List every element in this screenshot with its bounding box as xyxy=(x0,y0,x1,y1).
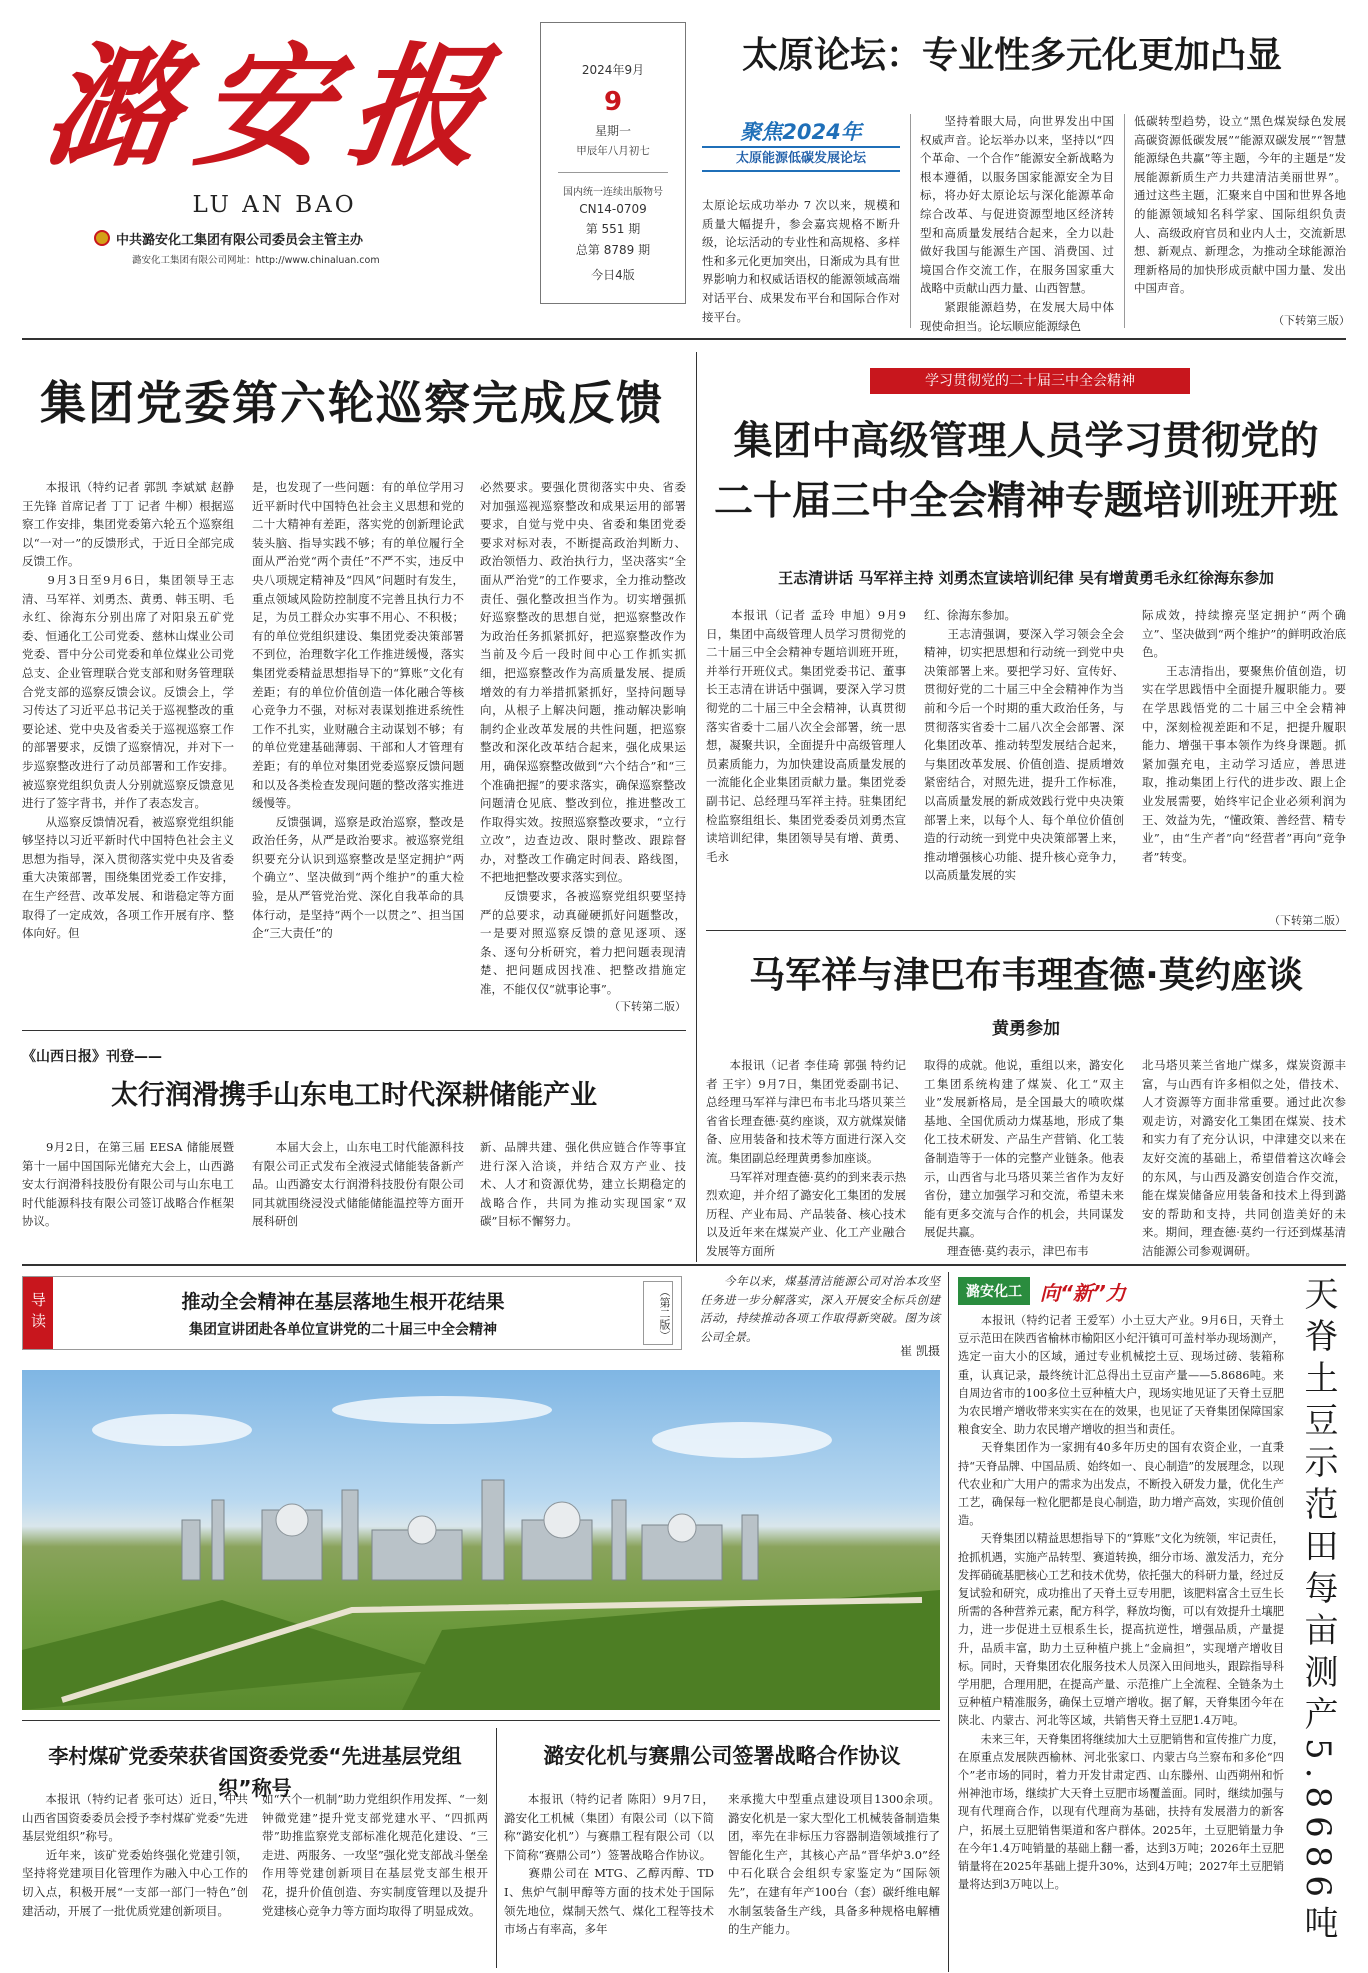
total-issue: 总第 8789 期 xyxy=(575,243,651,257)
page-count: 今日4版 xyxy=(591,268,635,282)
inspection-col2: 是，也发现了一些问题：有的单位学用习近平新时代中国特色社会主义思想和党的二十大精神有差距，落实党的创新理论武装头脑、指导实践不够；有的单位履行全面从严治党“两个责任”不严不实，违反中央八项规定精神及“四风”问题时有发生，重点领域风险防控制度不完善且执行力不足，为员工群众办实事不用心、不积极；有的单位党组织建设、集团党委决策部署不到位，治理数字化工作推进缓慢，落实集团党委精益思想指导下的“算账”文化有差距；有的单位价值创造一体化融合等核心竞争力不强，对标对表谋划推进系统性工作不扎实，业财融合主动谋划不够；有的单位党建基础薄弱、干部和人才管理有差距；有的单位对集团党委巡察反馈问题和以及各类检查发现问题的整改落实推进缓慢等。 反馈强调，巡察是政治巡察，整改是政治任务，从严是政治要求。被巡察党组织要充分认识到巡察整改是坚定拥护“两个确立”、坚决做到“两个维护”的重大检验，是从严管党治党、深化自我革命的具体行动，是坚持“两个一以贯之”、担当国企“三大责任”的 xyxy=(252,480,464,941)
inspection-col3: 必然要求。要强化贯彻落实中央、省委对加强巡视巡察整改和成果运用的部署要求，自觉与党中央、省委和集团党委要求对标对表，不断提高政治判断力、政治领悟力、政治执行力，坚决落实“全面从严治党”的工作要求，全力推动整改责任、强化整改担当作为。切实增强抓好巡察整改的思想自觉，把巡察整改作为政治任务抓紧抓好，把巡察整改作为当前及今后一段时间中心工作抓实抓细，把巡察整改作为高质量发展、提质增效的有力举措抓紧抓好，坚持问题导向，从根子上解决问题，推动解决影响制约企业改革发展的共性问题，把巡察整改和深化改革结合起来，强化成果运用，确保巡察整改做到“六个结合”和“三个准确把握”的要求落实，确保巡察整改问题清仓见底、整改到位，推进整改工作取得实效。按照巡察整改要求，“立行立改”，边查边改、限时整改、跟踪督办，对整改工作确定时间表、路线图，不把地把整改要求落实到位。 反馈要求，各被巡察党组织要坚持严的总要求，动真碰硬抓好问题整改，一是要对照巡察反馈的意见逐项、逐条、逐句分析研究，着力把问题表现清楚、把问题成因找准、把整改措施定准，不能仅仅“就事论事”。 xyxy=(480,480,686,997)
guide-subhead: 集团宣讲团赴各单位宣讲党的二十届三中全会精神 xyxy=(189,1322,497,1338)
storage-headline: 太行润滑携手山东电工时代深耕储能产业 xyxy=(111,1080,597,1111)
storage-col2: 本届大会上，山东电工时代能源科技有限公司正式发布全液浸式储能装备新产品。山西潞安太行润滑科技股份有限公司同其就围绕浸没式储能储能温控等方面开展科研创 xyxy=(252,1140,464,1229)
masthead-pinyin: LU AN BAO xyxy=(192,192,357,218)
training-headline-line1: 集团中高级管理人员学习贯彻党的 xyxy=(733,419,1319,464)
weekday: 星期一 xyxy=(594,124,631,138)
lunar-date: 甲辰年八月初七 xyxy=(576,145,650,157)
cn-label: 国内统一连续出版物号 xyxy=(563,187,663,198)
training-col3: 际成效，持续擦亮坚定拥护“两个确立”、坚决做到“两个维护”的鲜明政治底色。 王志清指出，要聚焦价值创造，切实在学思践悟中全面提升履职能力。要在学思践悟党的二十届三中全会精神中，深刻检视差距和不足，把提升履职能力、增强干事本领作为终身课题。抓紧加强充电，主动学习适应，善思进取，推动集团上行代的进步改、跟上企业发展需要，始终牢记企业必须利润为王、效益为先，“懂政策、善经营、精专业”，由“生产者”向“经营者”再向“竞争者”转变。 xyxy=(1142,608,1346,864)
training-continued: （下转第二版） xyxy=(1269,914,1346,927)
masthead-title: 潞安报 xyxy=(35,30,514,185)
zimbabwe-headline: 马军祥与津巴布韦理查德·莫约座谈 xyxy=(749,955,1303,996)
training-col2: 红、徐海东参加。 王志清强调，要深入学习领会全会精神，切实把思想和行动统一到党中央决策部署上来。要把学习好、宣传好、贯彻好党的二十届三中全会精神作为当前和今后一个时期的重大政治任务，与贯彻落实省委十二届八次全会部署、深化集团改革、推动转型发展结合起来，与集团改革发展、价值创造、提质增效紧密结合，对照先进，提升工作标准，以高质量发展的新成效践行党中央决策部署上来，以每个人、每个单位价值创造的行动统一到党中央决策部署上来，推动增强核心功能、提升核心竞争力，以高质量发展的实 xyxy=(924,608,1124,883)
date-day: 9 xyxy=(603,87,623,117)
forum-badge xyxy=(702,118,900,174)
zimbabwe-col1: 本报讯（记者 李佳琦 郭强 特约记者 王宇）9月7日，集团党委副书记、总经理马军祥与津巴布韦北马塔贝莱兰省省长理查德·莫约座谈，双方就煤炭储备、应用装备和技术等方面进行深入交流。集团副总经理黄勇参加座谈。 马军祥对理查德·莫约的到来表示热烈欢迎，并介绍了潞安化工集团的发展历程、产业布局、产品装备、核心技术以及近年来在煤炭产业、化工产业融合发展等方面所 xyxy=(706,1058,906,1258)
zimbabwe-subhead: 黄勇参加 xyxy=(992,1019,1060,1039)
top-story-col1: 太原论坛成功举办 7 次以来，规模和质量大幅提升，参会嘉宾规格不断升级，论坛活动的专业性和高规格、多样性和多元化更加突出，日渐成为具有世界影响力和权威话语权的能源领域高端对话平台、成果发布平台和国际合作对接平台。 xyxy=(702,198,900,324)
storage-col1: 9月2日，在第三届 EESA 储能展暨第十一届中国国际光储充大会上，山西潞安太行润滑科技股份有限公司与山东电工时代能源科技有限公司签订战略合作框架协议。 xyxy=(22,1140,234,1229)
zimbabwe-col3: 北马塔贝莱兰省地广煤多，煤炭资源丰富，与山西有许多相似之处，借技术、人才资源等方面非常重要。通过此次参观走访，对潞安化工集团在煤炭、技术和实力有了充分认识，中津建交以来在友好交流的基础上，希望借着这次峰会的东风，与山西及潞安创造合作交流，能在煤炭储备应用装备和技术上得到潞安的帮助和支持，共同创造美好的未来。期间，理查德·莫约一行还到煤基清洁能源公司参观调研。 xyxy=(1142,1058,1346,1258)
guide-box xyxy=(22,1276,682,1350)
sponsor-line xyxy=(94,228,534,248)
training-headline-line2: 二十届三中全会精神专题培训班开班 xyxy=(713,479,1338,524)
top-story-continued: （下转第三版） xyxy=(1273,314,1350,327)
potato-badge xyxy=(958,1276,1228,1306)
mine-headline: 李村煤矿党委荣获省国资委党委“先进基层党组织”称号 xyxy=(48,1744,462,1800)
top-story-headline: 太原论坛：专业性多元化更加凸显 xyxy=(742,35,1283,76)
storage-col3: 新、品牌共建、强化供应链合作等事宜进行深入洽谈，并结合双方产业、技术、人才和资源优势，建立长期稳定的战略合作，共同为推动实现国家“双碳”目标不懈努力。 xyxy=(480,1140,686,1229)
machine-col2: 来承揽大中型重点建设项目1300余项。潞安化机是一家大型化工机械装备制造集团，率先在非标压力容器制造领域推行了智能化生产，其核心产品“晋华炉3.0”经中石化联合会组织专家鉴定为“国际领先”，在建有年产100台（套）碳纤维电解水制氢装备生产线，具备多种规格电解槽的生产能力。 xyxy=(728,1792,940,1937)
potato-badge-right: 向“新”力 xyxy=(1040,1280,1126,1305)
potato-badge-left: 潞安化工 xyxy=(958,1277,1030,1305)
guide-page-note: （第二版） xyxy=(643,1281,673,1345)
potato-body: 本报讯（特约记者 王爱军）小土豆大产业。9月6日，天脊土豆示范田在陕西省榆林市榆阳区小纪汗镇可可盖村举办现场测产，选定一亩大小的区域，通过专业机械挖土豆、现场过磅、装箱称重，认真记录，最终统计汇总得出土豆亩产量——5.8686吨。来自周边省市的100多位土豆种植大户，现场实地见证了天脊土豆肥为农民增产增收带来实实在在的效果，也见证了天脊集团保障国家粮食安全、助力农民增产增收的担当和责任。 天脊集团作为一家拥有40多年历史的国有农资企业，一直秉持“天脊品牌、中国品质、始终如一、良心制造”的发展理念，以现代农业和广大用户的需求为出发点，不断投入研发力量，优化生产工艺，确保每一粒化肥都是良心制造，助力增产高效，实现价值创造。 天脊集团以精益思想指导下的“算账”文化为统领，牢记责任，抢抓机遇，实施产品转型、赛道转换，细分市场、激发活力，充分发挥硝硫基肥核心工艺和技术优势，依托强大的科研力量，经过反复试验和研究，成功推出了天脊土豆专用肥，该肥料富含土豆生长所需的各种营养元素，配方科学，释放均衡，可以有效提升土壤肥力，进一步促进土豆根系生长，提高抗逆性，增强品质，产量提升，品质丰富，助力土豆种植户挑上“金扁担”，实现增产增收目标。同时，天脊集团农化服务技术人员深入田间地头，跟踪指导科学用肥，合理用肥，在提高产量、示范推广上全流程、全链条为土豆种植户精准服务，确保土豆增产增收。据了解，天脊集团今年在陕北、内蒙古、河北等区域，共销售天脊土豆肥1.4万吨。 未来三年，天脊集团将继续加大土豆肥销售和宣传推广力度，在原重点发展陕西榆林、河北张家口、内蒙古乌兰察布和多伦“四个”老市场的同时，着力开发甘肃定西、山东滕州、山西朔州和忻州神池市场，继续扩大天脊土豆肥市场覆盖面。同时，继续加强与现有代理商合作，以现有代理商为基础，扶持有发展潜力的新客户，拓展土豆肥销售渠道和客户群体。2025年，土豆肥销量力争在今年1.4万吨销量的基础上翻一番，达到3万吨；2026年土豆肥销量将在2025年基础上提升30%，达到4万吨；2027年土豆肥销量将达到3万吨以上。 xyxy=(958,1314,1284,1892)
masthead xyxy=(22,22,527,266)
training-subhead: 王志清讲话 马军祥主持 刘勇杰宣读培训纪律 吴有增黄勇毛永红徐海东参加 xyxy=(778,569,1274,587)
top-story-col2: 坚持着眼大局，向世界发出中国权威声音。论坛举办以来，坚持以“四个革命、一个合作”能源安全新战略为根本遵循，以服务国家能源安全为目标，将办好太原论坛与深化能源革命综合改革、与促进资源型地区经济转型和高质量发展结合起来，全力以赴做好我国与能源生产国、消费国、过境国合作交流工作，在服务国家重大战略中贡献山西力量、山西智慧。 紧跟能源趋势，在发展大局中体现使命担当。论坛顺应能源绿色 xyxy=(920,114,1114,333)
mine-col1: 本报讯（特约记者 张可达）近日，中共山西省国资委委员会授予李村煤矿党委“先进基层党组织”称号。 近年来，该矿党委始终强化党建引领，坚持将党建项目化管理作为融入中心工作的切入点，积极开展“一支部一部门一特色”创建活动，开展了一批优质党建创新项目。 xyxy=(22,1792,248,1918)
plant-illustration xyxy=(22,1370,940,1710)
inspection-headline: 集团党委第六轮巡察完成反馈 xyxy=(40,376,664,430)
party-emblem-icon xyxy=(94,230,110,246)
training-col1: 本报讯（记者 孟玲 申旭）9月9日，集团中高级管理人员学习贯彻党的二十届三中全会精神专题培训班开班，并举行开班仪式。集团党委书记、董事长王志清在讲话中强调，要深入学习贯彻党的二十届三中全会精神，认真贯彻落实省委十二届八次全会部署，统一思想，凝聚共识，全面提升中高级管理人员素质能力，为加快建设高质量发展的一流能化企业集团贡献力量。集团党委副书记、总经理马军祥主持。驻集团纪检监察组组长、集团党委委员刘勇杰宣读培训纪律，集团领导吴有增、黄勇、毛永 xyxy=(706,608,906,864)
machine-col1: 本报讯（特约记者 陈阳）9月7日，潞安化工机械（集团）有限公司（以下简称“潞安化机”）与赛鼎工程有限公司（以下简称“赛鼎公司”）签署战略合作协议。 赛鼎公司在 MTG、乙醇丙醇、TDI、焦炉气制甲醇等方面的技术处于国际领先地位，煤制天然气、煤化工程等技术市场占有率高，多年 xyxy=(504,1792,714,1937)
mine-col2: 如“六个一机制”助力党组织作用发挥、“一刻钟微党建”提升党支部党建水平、“四抓两带”助推监察党支部标准化规范化建设、“三走进、两服务、一攻坚”强化党支部战斗堡垒作用等党建创新项目在基层党支部生根开花，提升价值创造、夯实制度管理以及提升党建核心竞争力等方面均取得了明显成效。 xyxy=(262,1792,488,1918)
date-month: 2024年9月 xyxy=(581,63,645,77)
issue-number: 第 551 期 xyxy=(585,222,641,236)
date-box xyxy=(540,22,686,304)
zimbabwe-col2: 取得的成就。他说，重组以来，潞安化工集团系统构建了煤炭、化工“双主业”发展新格局，是全国最大的喷吹煤基地、全国优质动力煤基地，形成了集化工技术研发、产品生产营销、化工装备制造等于一体的完整产业链条。他表示，山西省与北马塔贝莱兰省作为友好省份，建立加强学习和交流，希望未来能有更多交流与合作的机会，共同谋发展促共赢。 理查德·莫约表示，津巴布韦 xyxy=(924,1058,1124,1258)
photo-caption: 今年以来，煤基清洁能源公司对治本攻坚任务进一步分解落实，深入开展安全标兵创建活动，持续推动各项工作取得新突破。图为该公司全景。 xyxy=(700,1274,940,1344)
guide-label: 导读 xyxy=(23,1277,53,1349)
forum-badge-sub: 太原能源低碳发展论坛 xyxy=(702,146,900,172)
potato-vertical-headline: 天脊土豆示范田每亩测产5.8686吨 xyxy=(1298,1276,1338,1947)
plant-panorama-photo xyxy=(22,1370,940,1710)
storage-kicker: 《山西日报》刊登—— xyxy=(22,1049,162,1065)
inspection-col1: 本报讯（特约记者 郭凯 李斌斌 赵静 王先锋 首席记者 丁丁 记者 牛柳）根据巡察工作安排，集团党委第六轮五个巡察组以“一对一”的反馈形式，于近日全部完成反馈工作。 9月3日至9月6日，集团领导王志清、马军祥、刘勇杰、黄勇、韩玉明、毛永红、徐海东分别出席了对阳泉五矿党委、恒通化工公司党委、慈林山煤业公司党委、晋中分公司党委和单位煤业公司党总支、企业管理联合党支部和财务管理联合党支部的巡察反馈会议。反馈会上，学习传达了习近平总书记关于巡视整改的重要论述、党中央及省委关于巡视巡察工作的部署要求，反馈了巡察情况，并对下一步巡察整改进行了动员部署和工作安排。被巡察党组织负责人分别就巡察反馈意见进行了签字背书，并作了表态发言。 从巡察反馈情况看，被巡察党组织能够坚持以习近平新时代中国特色社会主义思想为指导，深入贯彻落实党中央及省委重大决策部署，围绕集团党委工作安排，在生产经营、改革发展、和谐稳定等方面取得了一定成效，各项工作开展有序、整体向好。但 xyxy=(22,480,234,941)
machine-headline: 潞安化机与赛鼎公司签署战略合作协议 xyxy=(543,1744,901,1768)
sponsor-text: 中共潞安化工集团有限公司委员会主管主办 xyxy=(116,232,364,248)
top-story-col3: 低碳转型趋势，设立“黑色煤炭绿色发展高碳资源低碳发展”“能源双碳发展”“智慧能源绿色共赢”等主题，今年的主题是“发展能源新质生产力共建清洁美丽世界”。通过这些主题，汇聚来自中国和世界各地的能源领域知名科学家、国际组织负责人、高级政府官员和业内人士，交流新思想、新观点、新理念，为推动全球能源治理新格局的加快形成贡献中国力量、发出中国声音。 xyxy=(1134,114,1346,296)
training-banner: 学习贯彻党的二十届三中全会精神 xyxy=(870,368,1190,394)
inspection-continued: （下转第二版） xyxy=(609,1000,686,1013)
guide-headline: 推动全会精神在基层落地生根开花结果 xyxy=(181,1291,505,1313)
website-line: 潞安化工集团有限公司网址：http://www.chinaluan.com xyxy=(132,255,380,266)
forum-badge-main: 聚焦2024年 xyxy=(740,120,862,144)
photo-credit: 崔 凯摄 xyxy=(900,1344,940,1358)
cn-number: CN14-0709 xyxy=(579,202,647,216)
